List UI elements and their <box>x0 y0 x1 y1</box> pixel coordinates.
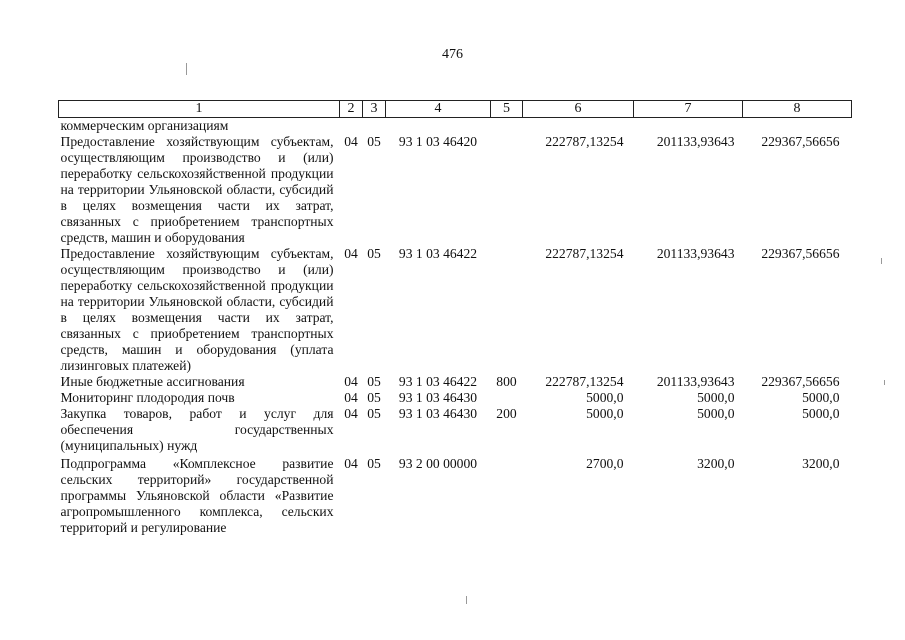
row-expense-type <box>491 118 523 135</box>
row-subsection: 05 <box>367 390 381 405</box>
row-expense-type <box>491 246 523 374</box>
page-number: 476 <box>442 47 463 62</box>
row-amount-year3: 229367,56656 <box>761 246 840 261</box>
row-amount-year2: 201133,93643 <box>656 134 735 149</box>
row-amount-year1 <box>523 118 634 135</box>
row-target-article: 93 1 03 46422 <box>398 374 478 389</box>
header-cell-6: 6 <box>523 101 634 118</box>
table-row <box>59 390 852 406</box>
header-cell-4: 4 <box>386 101 491 118</box>
row-target-article: 93 1 03 46420 <box>398 134 478 149</box>
row-target-article: 93 1 03 46430 <box>398 406 478 421</box>
row-subsection: 05 <box>367 456 381 471</box>
row-amount-year3: 229367,56656 <box>761 374 840 389</box>
row-subsection: 05 <box>367 246 381 261</box>
row-amount-year1: 222787,13254 <box>545 374 624 389</box>
row-name: Подпрограмма «Комплексное развитие сельских территорий» государственной программы Ульяновской области «Развитие агропромышленного комплекса, сельских территорий и регулирование <box>60 456 334 535</box>
row-expense-type <box>491 390 523 406</box>
row-section: 04 <box>344 134 358 149</box>
row-subsection: 05 <box>367 134 381 149</box>
row-target-article: 93 2 00 00000 <box>398 456 478 471</box>
row-amount-year2: 201133,93643 <box>656 246 735 261</box>
row-amount-year2: 5000,0 <box>697 390 735 405</box>
row-expense-type: 200 <box>496 406 517 421</box>
row-amount-year3: 3200,0 <box>802 456 840 471</box>
row-amount-year2: 3200,0 <box>697 456 735 471</box>
row-target-article <box>386 118 491 135</box>
row-amount-year1: 222787,13254 <box>545 134 624 149</box>
row-amount-year2: 5000,0 <box>697 406 735 421</box>
table-row <box>59 374 852 390</box>
header-cell-2: 2 <box>340 101 363 118</box>
row-amount-year3: 5000,0 <box>802 390 840 405</box>
row-section: 04 <box>344 390 358 405</box>
row-amount-year3: 229367,56656 <box>761 134 840 149</box>
table-header <box>59 101 852 118</box>
row-name: Закупка товаров, работ и услуг для обеспечения государственных (муниципальных) нужд <box>60 406 334 453</box>
table-row <box>59 246 852 374</box>
row-subsection: 05 <box>367 374 381 389</box>
row-amount-year1: 222787,13254 <box>545 246 624 261</box>
row-amount-year3 <box>743 118 852 135</box>
row-expense-type <box>491 134 523 246</box>
row-amount-year3: 5000,0 <box>802 406 840 421</box>
row-amount-year1: 2700,0 <box>586 456 624 471</box>
row-target-article: 93 1 03 46430 <box>398 390 478 405</box>
header-cell-7: 7 <box>634 101 743 118</box>
row-amount-year2: 201133,93643 <box>656 374 735 389</box>
scan-mark <box>881 258 882 264</box>
header-cell-1: 1 <box>59 101 340 118</box>
row-expense-type: 800 <box>496 374 517 389</box>
row-amount-year1: 5000,0 <box>586 390 624 405</box>
table-row <box>59 134 852 246</box>
header-cell-8: 8 <box>743 101 852 118</box>
row-section <box>340 118 363 135</box>
table-row <box>59 454 852 536</box>
row-name: Мониторинг плодородия почв <box>60 390 235 405</box>
header-cell-5: 5 <box>491 101 523 118</box>
row-section: 04 <box>344 374 358 389</box>
row-name: Иные бюджетные ассигнования <box>60 374 245 389</box>
row-name: Предоставление хозяйствующим субъектам, осуществляющим производство и (или) переработку сельскохозяйственной продукции на территории Ульяновской области, субсидий в целях возмещения части их затрат, связанных с приобретением транспортных средств, машин и оборудования (уплата лизинговых платежей) <box>60 246 334 373</box>
row-section: 04 <box>344 456 358 471</box>
table-row <box>59 406 852 454</box>
row-expense-type <box>491 454 523 536</box>
table-row <box>59 118 852 135</box>
row-subsection: 05 <box>367 406 381 421</box>
scan-mark <box>466 596 467 604</box>
row-name: коммерческим организациям <box>60 118 229 133</box>
budget-table <box>58 100 852 536</box>
row-section: 04 <box>344 406 358 421</box>
row-subsection <box>363 118 386 135</box>
row-amount-year2 <box>634 118 743 135</box>
row-section: 04 <box>344 246 358 261</box>
row-name: Предоставление хозяйствующим субъектам, осуществляющим производство и (или) переработку сельскохозяйственной продукции на территории Ульяновской области, субсидий в целях возмещения части их затрат, связанных с приобретением транспортных средств, машин и оборудования <box>60 134 334 245</box>
header-cell-3: 3 <box>363 101 386 118</box>
row-amount-year1: 5000,0 <box>586 406 624 421</box>
row-target-article: 93 1 03 46422 <box>398 246 478 261</box>
scan-mark <box>884 380 885 385</box>
scan-mark <box>186 63 187 75</box>
